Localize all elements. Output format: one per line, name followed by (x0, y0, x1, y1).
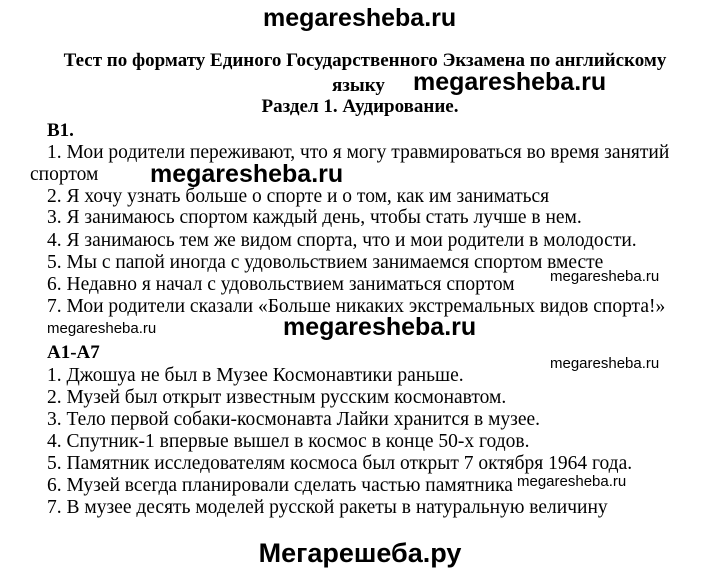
b1-item: 2. Я хочу узнать больше о спорте и о том, как им заниматься (47, 186, 550, 207)
footer-watermark: Мегарешеба.ру (258, 538, 462, 568)
page-title-continued: языку (332, 75, 385, 96)
a1a7-item: 7. В музее десять моделей русской ракеты в натуральную величину (47, 497, 608, 518)
watermark-b1-b: megaresheba.ru (550, 268, 660, 285)
watermark-mid-left: megaresheba.ru (47, 320, 157, 337)
b1-item: 7. Мои родители сказали «Больше никаких экстремальных видов спорта!» (47, 296, 666, 317)
section-title: Раздел 1. Аудирование. (261, 96, 459, 117)
b1-label: B1. (47, 120, 74, 141)
b1-item: 3. Я занимаюсь спортом каждый день, чтобы стать лучше в нем. (47, 207, 582, 228)
a1a7-item: 5. Памятник исследователям космоса был открыт 7 октября 1964 года. (47, 453, 633, 474)
a1a7-item: 1. Джошуа не был в Музее Космонавтики раньше. (47, 365, 464, 386)
b1-item: 1. Мои родители переживают, что я могу травмироваться во время занятий (47, 142, 670, 163)
watermark-a-right2: megaresheba.ru (517, 473, 627, 490)
a1a7-item: 4. Спутник-1 впервые вышел в космос в конце 50-х годов. (47, 431, 530, 452)
b1-item: 6. Недавно я начал с удовольствием заниматься спортом (47, 274, 515, 295)
watermark-header: megaresheba.ru (413, 68, 607, 96)
watermark-mid: megaresheba.ru (283, 313, 477, 341)
a1a7-item: 3. Тело первой собаки-космонавта Лайки хранится в музее. (47, 409, 541, 430)
watermark-b1-a: megaresheba.ru (150, 160, 344, 188)
page-title: Тест по формату Единого Государственного Экзамена по английскому (63, 50, 667, 71)
watermark-top: megaresheba.ru (263, 4, 457, 32)
b1-item-continued: спортом (30, 164, 99, 185)
b1-item: 4. Я занимаюсь тем же видом спорта, что и мои родители в молодости. (47, 230, 637, 251)
a1a7-label: A1-A7 (47, 342, 100, 363)
a1a7-item: 6. Музей всегда планировали сделать частью памятника (47, 475, 513, 496)
a1a7-item: 2. Музей был открыт известным русским космонавтом. (47, 387, 507, 408)
watermark-a-right: megaresheba.ru (550, 355, 660, 372)
b1-item: 5. Мы с папой иногда с удовольствием занимаемся спортом вместе (47, 252, 604, 273)
